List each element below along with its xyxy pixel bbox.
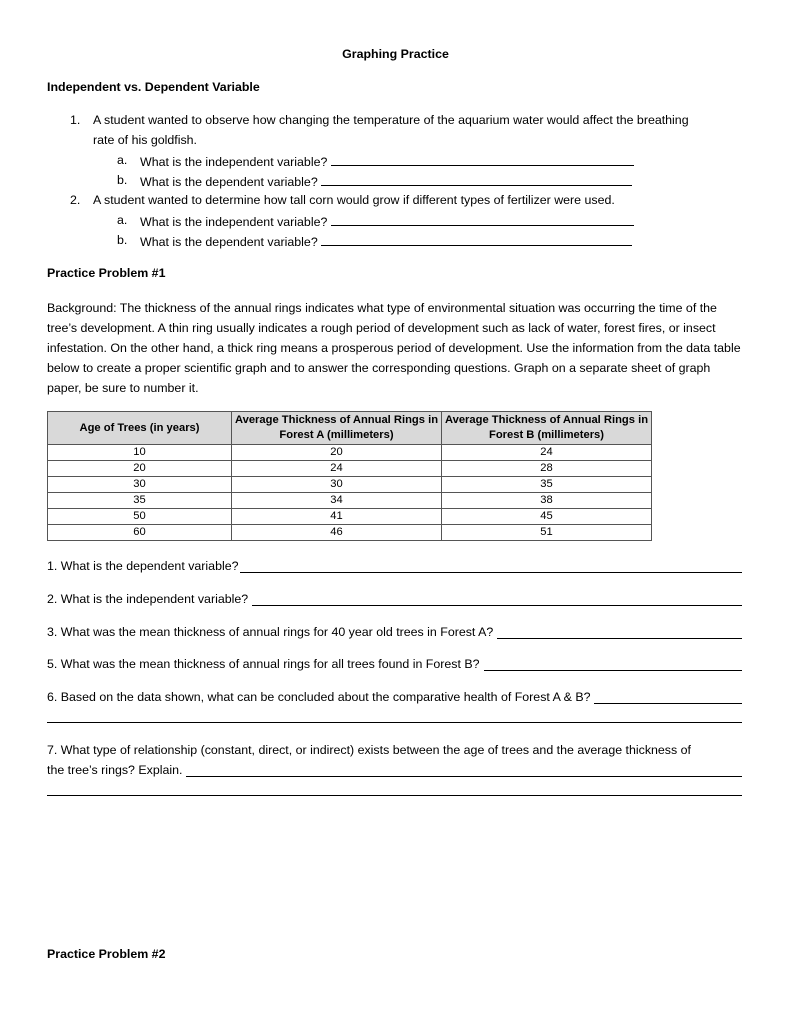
q2b-question [140,233,632,249]
question-2-answer-line[interactable] [252,593,742,606]
table-cell: 35 [48,493,232,509]
q1a-question [140,153,634,169]
q2a-label: a. [117,213,128,227]
question-6-extra-answer-line[interactable] [47,722,742,723]
table-cell: 20 [48,461,232,477]
table-cell: 50 [48,509,232,525]
question-2-row [47,592,742,606]
question-5-row [47,657,742,671]
question-3-text: 3. What was the mean thickness of annual rings for 40 year old trees in Forest A? [47,625,494,639]
question-7-text-line2: the tree’s rings? Explain. [47,763,183,777]
question-2-text: 2. What is the independent variable? [47,592,249,606]
table-cell: 24 [232,461,442,477]
table-header-forest-b: Average Thickness of Annual Rings in Forest B (millimeters) [442,412,652,445]
background-paragraph: Background: The thickness of the annual rings indicates what type of environmental situation was occurring the time of the tree’s development. A thin ring usually indicates a rough period of development such as lack of water, forest fires, or insect infestation. On the other hand, a thick ring means a prosperous period of development. Use the information from the data table below to create a proper scientific graph and to answer the corresponding questions. Graph on a separate sheet of graph paper, be sure to number it. [47,301,741,395]
q1-number: 1. [70,113,81,127]
question-3-answer-line[interactable] [497,626,742,639]
question-6-text: 6. Based on the data shown, what can be concluded about the comparative health of Forest A & B? [47,690,591,704]
q1a-answer-line[interactable] [331,153,634,166]
question-1-answer-line[interactable] [240,560,743,573]
table-row [48,445,652,461]
q1b-answer-line[interactable] [321,173,632,186]
table-row [48,477,652,493]
question-1-row [47,559,742,573]
table-cell: 51 [442,525,652,541]
table-cell: 45 [442,509,652,525]
q2b-text: What is the dependent variable? [140,235,318,249]
table-cell: 41 [232,509,442,525]
table-cell: 35 [442,477,652,493]
table-header-age: Age of Trees (in years) [48,412,232,445]
question-7-text-line1: 7. What type of relationship (constant, direct, or indirect) exists between the age of trees and the average thickness of [47,743,691,757]
table-cell: 20 [232,445,442,461]
q1b-text: What is the dependent variable? [140,175,318,189]
section-heading-variables: Independent vs. Dependent Variable [47,80,260,94]
q2a-question [140,213,634,229]
q1a-label: a. [117,153,128,167]
question-6-row [47,690,742,704]
table-cell: 10 [48,445,232,461]
q1b-label: b. [117,173,128,187]
table-row [48,509,652,525]
table-row [48,493,652,509]
question-5-answer-line[interactable] [484,658,742,671]
table-cell: 60 [48,525,232,541]
table-cell: 24 [442,445,652,461]
table-cell: 28 [442,461,652,477]
tree-rings-data-table [47,411,652,541]
table-cell: 34 [232,493,442,509]
question-5-text: 5. What was the mean thickness of annual rings for all trees found in Forest B? [47,657,480,671]
q1-text-line2: rate of his goldfish. [93,133,198,147]
q1a-text: What is the independent variable? [140,155,328,169]
q1-text-line1: A student wanted to observe how changing the temperature of the aquarium water would affect the breathing [93,113,689,127]
question-7-row [47,763,742,777]
q2-number: 2. [70,193,81,207]
q1b-question [140,173,632,189]
table-header-row [48,412,652,445]
question-7-extra-answer-line[interactable] [47,795,742,796]
practice-problem-2-heading: Practice Problem #2 [47,947,166,961]
table-header-forest-a: Average Thickness of Annual Rings in Forest A (millimeters) [232,412,442,445]
table-cell: 30 [48,477,232,493]
table-row [48,461,652,477]
question-3-row [47,625,742,639]
question-7-answer-line[interactable] [186,764,742,777]
practice-problem-1-heading: Practice Problem #1 [47,266,166,280]
q2b-label: b. [117,233,128,247]
question-6-answer-line[interactable] [594,691,742,704]
table-cell: 30 [232,477,442,493]
q2a-answer-line[interactable] [331,213,634,226]
q2a-text: What is the independent variable? [140,215,328,229]
q2-text: A student wanted to determine how tall corn would grow if different types of fertilizer were used. [93,193,615,207]
table-cell: 38 [442,493,652,509]
page-title: Graphing Practice [342,47,449,61]
question-1-text: 1. What is the dependent variable? [47,559,239,573]
table-cell: 46 [232,525,442,541]
q2b-answer-line[interactable] [321,233,632,246]
table-row [48,525,652,541]
